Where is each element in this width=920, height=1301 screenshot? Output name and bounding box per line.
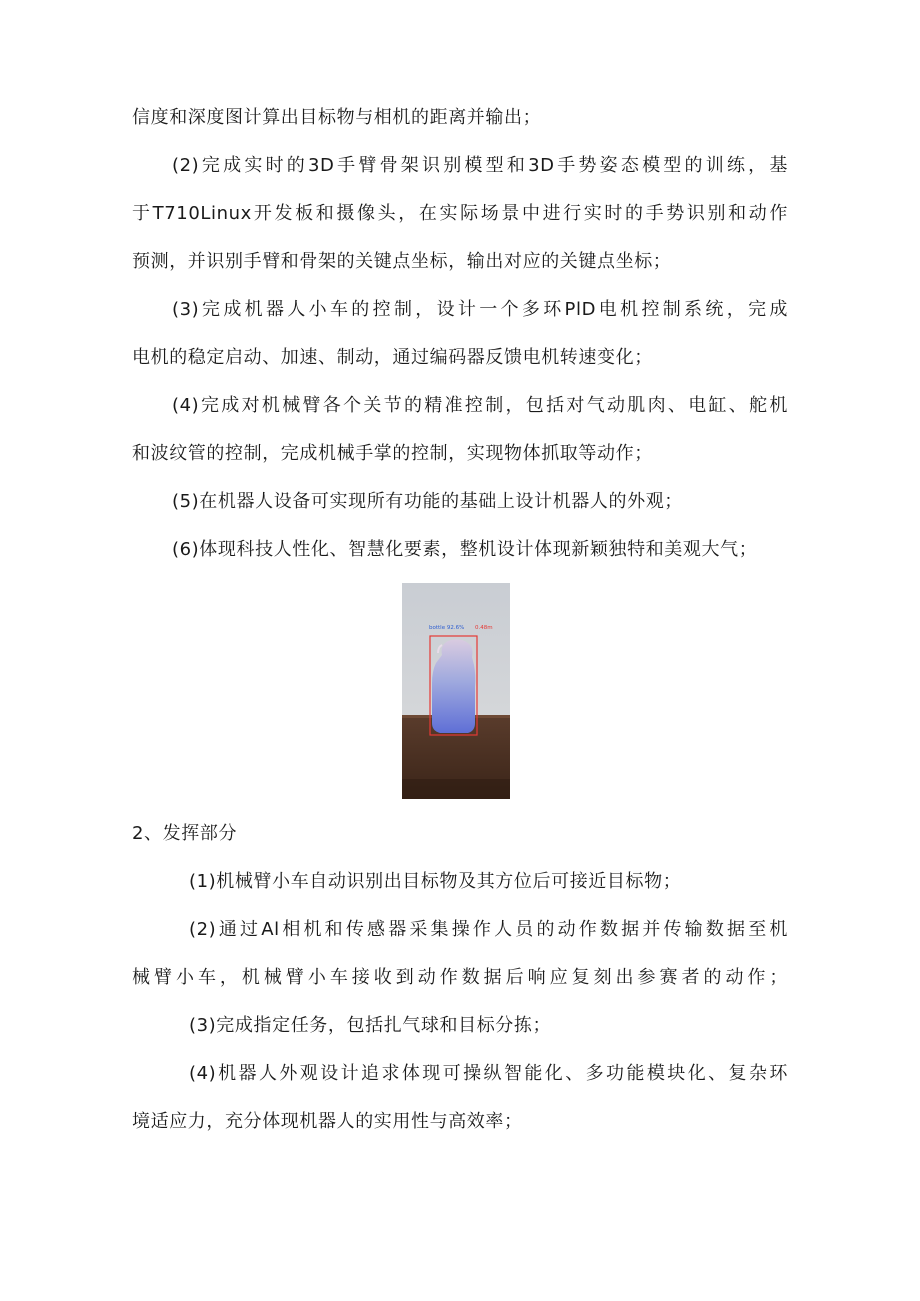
paragraph-line: (5)在机器人设备可实现所有功能的基础上设计机器人的外观； (172, 491, 683, 512)
bottle-detection-image (402, 583, 510, 799)
paragraph-line: (3)完成指定任务，包括扎气球和目标分拣； (189, 1015, 552, 1036)
paragraph-line: (4)机器人外观设计追求体现可操纵智能化、多功能模块化、复杂环 (189, 1063, 788, 1084)
detection-photo (402, 583, 510, 799)
paragraph-line: 电机的稳定启动、加速、制动，通过编码器反馈电机转速变化； (132, 347, 653, 368)
paragraph-line: 械臂小车，机械臂小车接收到动作数据后响应复刻出参赛者的动作； (132, 967, 788, 988)
paragraph-line: 信度和深度图计算出目标物与相机的距离并输出； (132, 107, 542, 128)
paragraph-line: (1)机械臂小车自动识别出目标物及其方位后可接近目标物； (189, 871, 682, 892)
paragraph-line: (2)通过Al相机和传感器采集操作人员的动作数据并传输数据至机 (189, 919, 788, 940)
paragraph-line: 和波纹管的控制，完成机械手掌的控制，实现物体抓取等动作； (132, 443, 653, 464)
section-heading: 2、发挥部分 (132, 823, 238, 844)
paragraph-line: (4)完成对机械臂各个关节的精准控制，包括对气动肌肉、电缸、舵机 (172, 395, 788, 416)
paragraph-line: 于T710Linux开发板和摄像头，在实际场景中进行实时的手势识别和动作 (132, 203, 788, 224)
distance-label: 0.48m (475, 625, 493, 631)
paragraph-line: 境适应力，充分体现机器人的实用性与高效率； (132, 1111, 523, 1132)
detection-label: bottle 92.6% (429, 625, 465, 631)
paragraph-line: (3)完成机器人小车的控制，设计一个多环PlD电机控制系统，完成 (172, 299, 788, 320)
paragraph-line: (6)体现科技人性化、智慧化要素，整机设计体现新颖独特和美观大气； (172, 539, 758, 560)
paragraph-line: 预测，并识别手臂和骨架的关键点坐标，输出对应的关键点坐标； (132, 251, 672, 272)
paragraph-line: (2)完成实时的3D手臂骨架识别模型和3D手势姿态模型的训练，基 (172, 155, 788, 176)
